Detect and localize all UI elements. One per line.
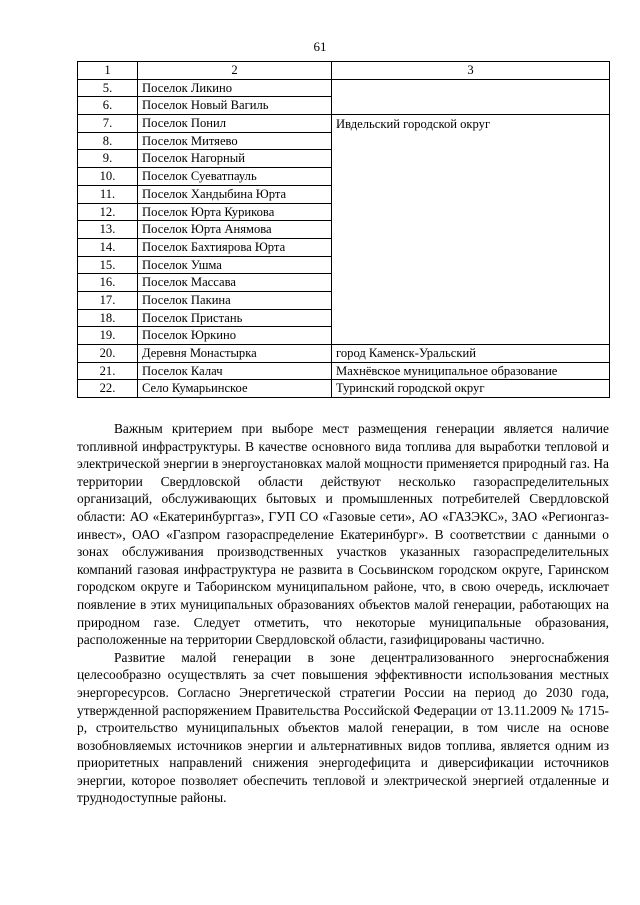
table-row	[78, 79, 610, 97]
region-cell: город Каменск-Уральский	[332, 345, 610, 363]
row-number: 14.	[78, 238, 138, 256]
settlement-name: Поселок Ушма	[138, 256, 332, 274]
region-cell: Туринский городской округ	[332, 380, 610, 398]
header-cell-2: 2	[138, 62, 332, 80]
body-text	[77, 420, 609, 807]
row-number: 7.	[78, 115, 138, 133]
paragraph-gas-infrastructure: Важным критерием при выборе мест размещения генерации является наличие топливной инфраструктуры. В качестве основного вида топлива для выработки тепловой и электрической энергии в энергоустановках малой мощности применяется природный газ. На территории Свердловской области действуют несколько газораспределительных организаций, обслуживающих бытовых и промышленных потребителей Свердловской области: АО «Екатеринбурггаз», ГУП СО «Газовые сети», АО «ГАЗЭКС», ЗАО «Регионгаз-инвест», ОАО «Газпром газораспределение Екатеринбург». В соответствии с данными о зонах обслуживания производственных участков указанных газораспределительных компаний газовая инфраструктура не развита в Сосьвинском городском округе, Гаринском городском округе и Таборинском муниципальном районе, что, в свою очередь, исключает появление в этих муниципальных образованиях объектов малой генерации, работающих на природном газе. Следует отметить, что некоторые муниципальные образования, расположенные на территории Свердловской области, газифицированы частично.	[77, 421, 609, 648]
row-number: 15.	[78, 256, 138, 274]
settlement-name: Поселок Массава	[138, 274, 332, 292]
settlement-name: Поселок Юркино	[138, 327, 332, 345]
table-row	[78, 362, 610, 380]
settlement-name: Поселок Пакина	[138, 291, 332, 309]
row-number: 6.	[78, 97, 138, 115]
region-cell-ivdel: Ивдельский городской округ	[332, 115, 610, 345]
settlement-name: Поселок Митяево	[138, 132, 332, 150]
settlement-name: Село Кумарьинское	[138, 380, 332, 398]
row-number: 8.	[78, 132, 138, 150]
settlement-name: Поселок Суеватпауль	[138, 168, 332, 186]
page-number: 61	[313, 39, 327, 54]
row-number: 22.	[78, 380, 138, 398]
region-cell: Махнёвское муниципальное образование	[332, 362, 610, 380]
settlement-name: Поселок Пристань	[138, 309, 332, 327]
row-number: 18.	[78, 309, 138, 327]
table-header-row	[78, 62, 610, 80]
row-number: 20.	[78, 345, 138, 363]
row-number: 5.	[78, 79, 138, 97]
settlement-name: Деревня Монастырка	[138, 345, 332, 363]
row-number: 12.	[78, 203, 138, 221]
paragraph-small-generation: Развитие малой генерации в зоне децентрализованного энергоснабжения целесообразно осуществлять за счет повышения эффективности использования местных энергоресурсов. Согласно Энергетической стратегии России на период до 2030 года, утвержденной распоряжением Правительства Российской Федерации от 13.11.2009 № 1715-р, строительство муниципальных объектов малой генерации, в том числе на основе возобновляемых источников энергии и альтернативных видов топлива, является одним из приоритетных направлений снижения энергодефицита и диверсификации источников энергии, которое позволяет обеспечить тепловой и электрической энергией отдаленные и труднодоступные районы.	[77, 649, 609, 806]
row-number: 10.	[78, 168, 138, 186]
settlement-name: Поселок Калач	[138, 362, 332, 380]
row-number: 16.	[78, 274, 138, 292]
row-number: 17.	[78, 291, 138, 309]
settlement-name: Поселок Юрта Анямова	[138, 221, 332, 239]
settlement-name: Поселок Понил	[138, 115, 332, 133]
settlements-table	[77, 61, 610, 398]
settlement-name: Поселок Бахтиярова Юрта	[138, 238, 332, 256]
settlement-name: Поселок Ликино	[138, 79, 332, 97]
settlement-name: Поселок Хандыбина Юрта	[138, 185, 332, 203]
table-row	[78, 345, 610, 363]
row-number: 21.	[78, 362, 138, 380]
row-number: 19.	[78, 327, 138, 345]
header-cell-3: 3	[332, 62, 610, 80]
header-cell-1: 1	[78, 62, 138, 80]
table-row	[78, 115, 610, 133]
settlement-name: Поселок Юрта Курикова	[138, 203, 332, 221]
row-number: 9.	[78, 150, 138, 168]
region-cell-empty	[332, 79, 610, 114]
table-row	[78, 380, 610, 398]
row-number: 13.	[78, 221, 138, 239]
settlement-name: Поселок Нагорный	[138, 150, 332, 168]
row-number: 11.	[78, 185, 138, 203]
settlement-name: Поселок Новый Вагиль	[138, 97, 332, 115]
